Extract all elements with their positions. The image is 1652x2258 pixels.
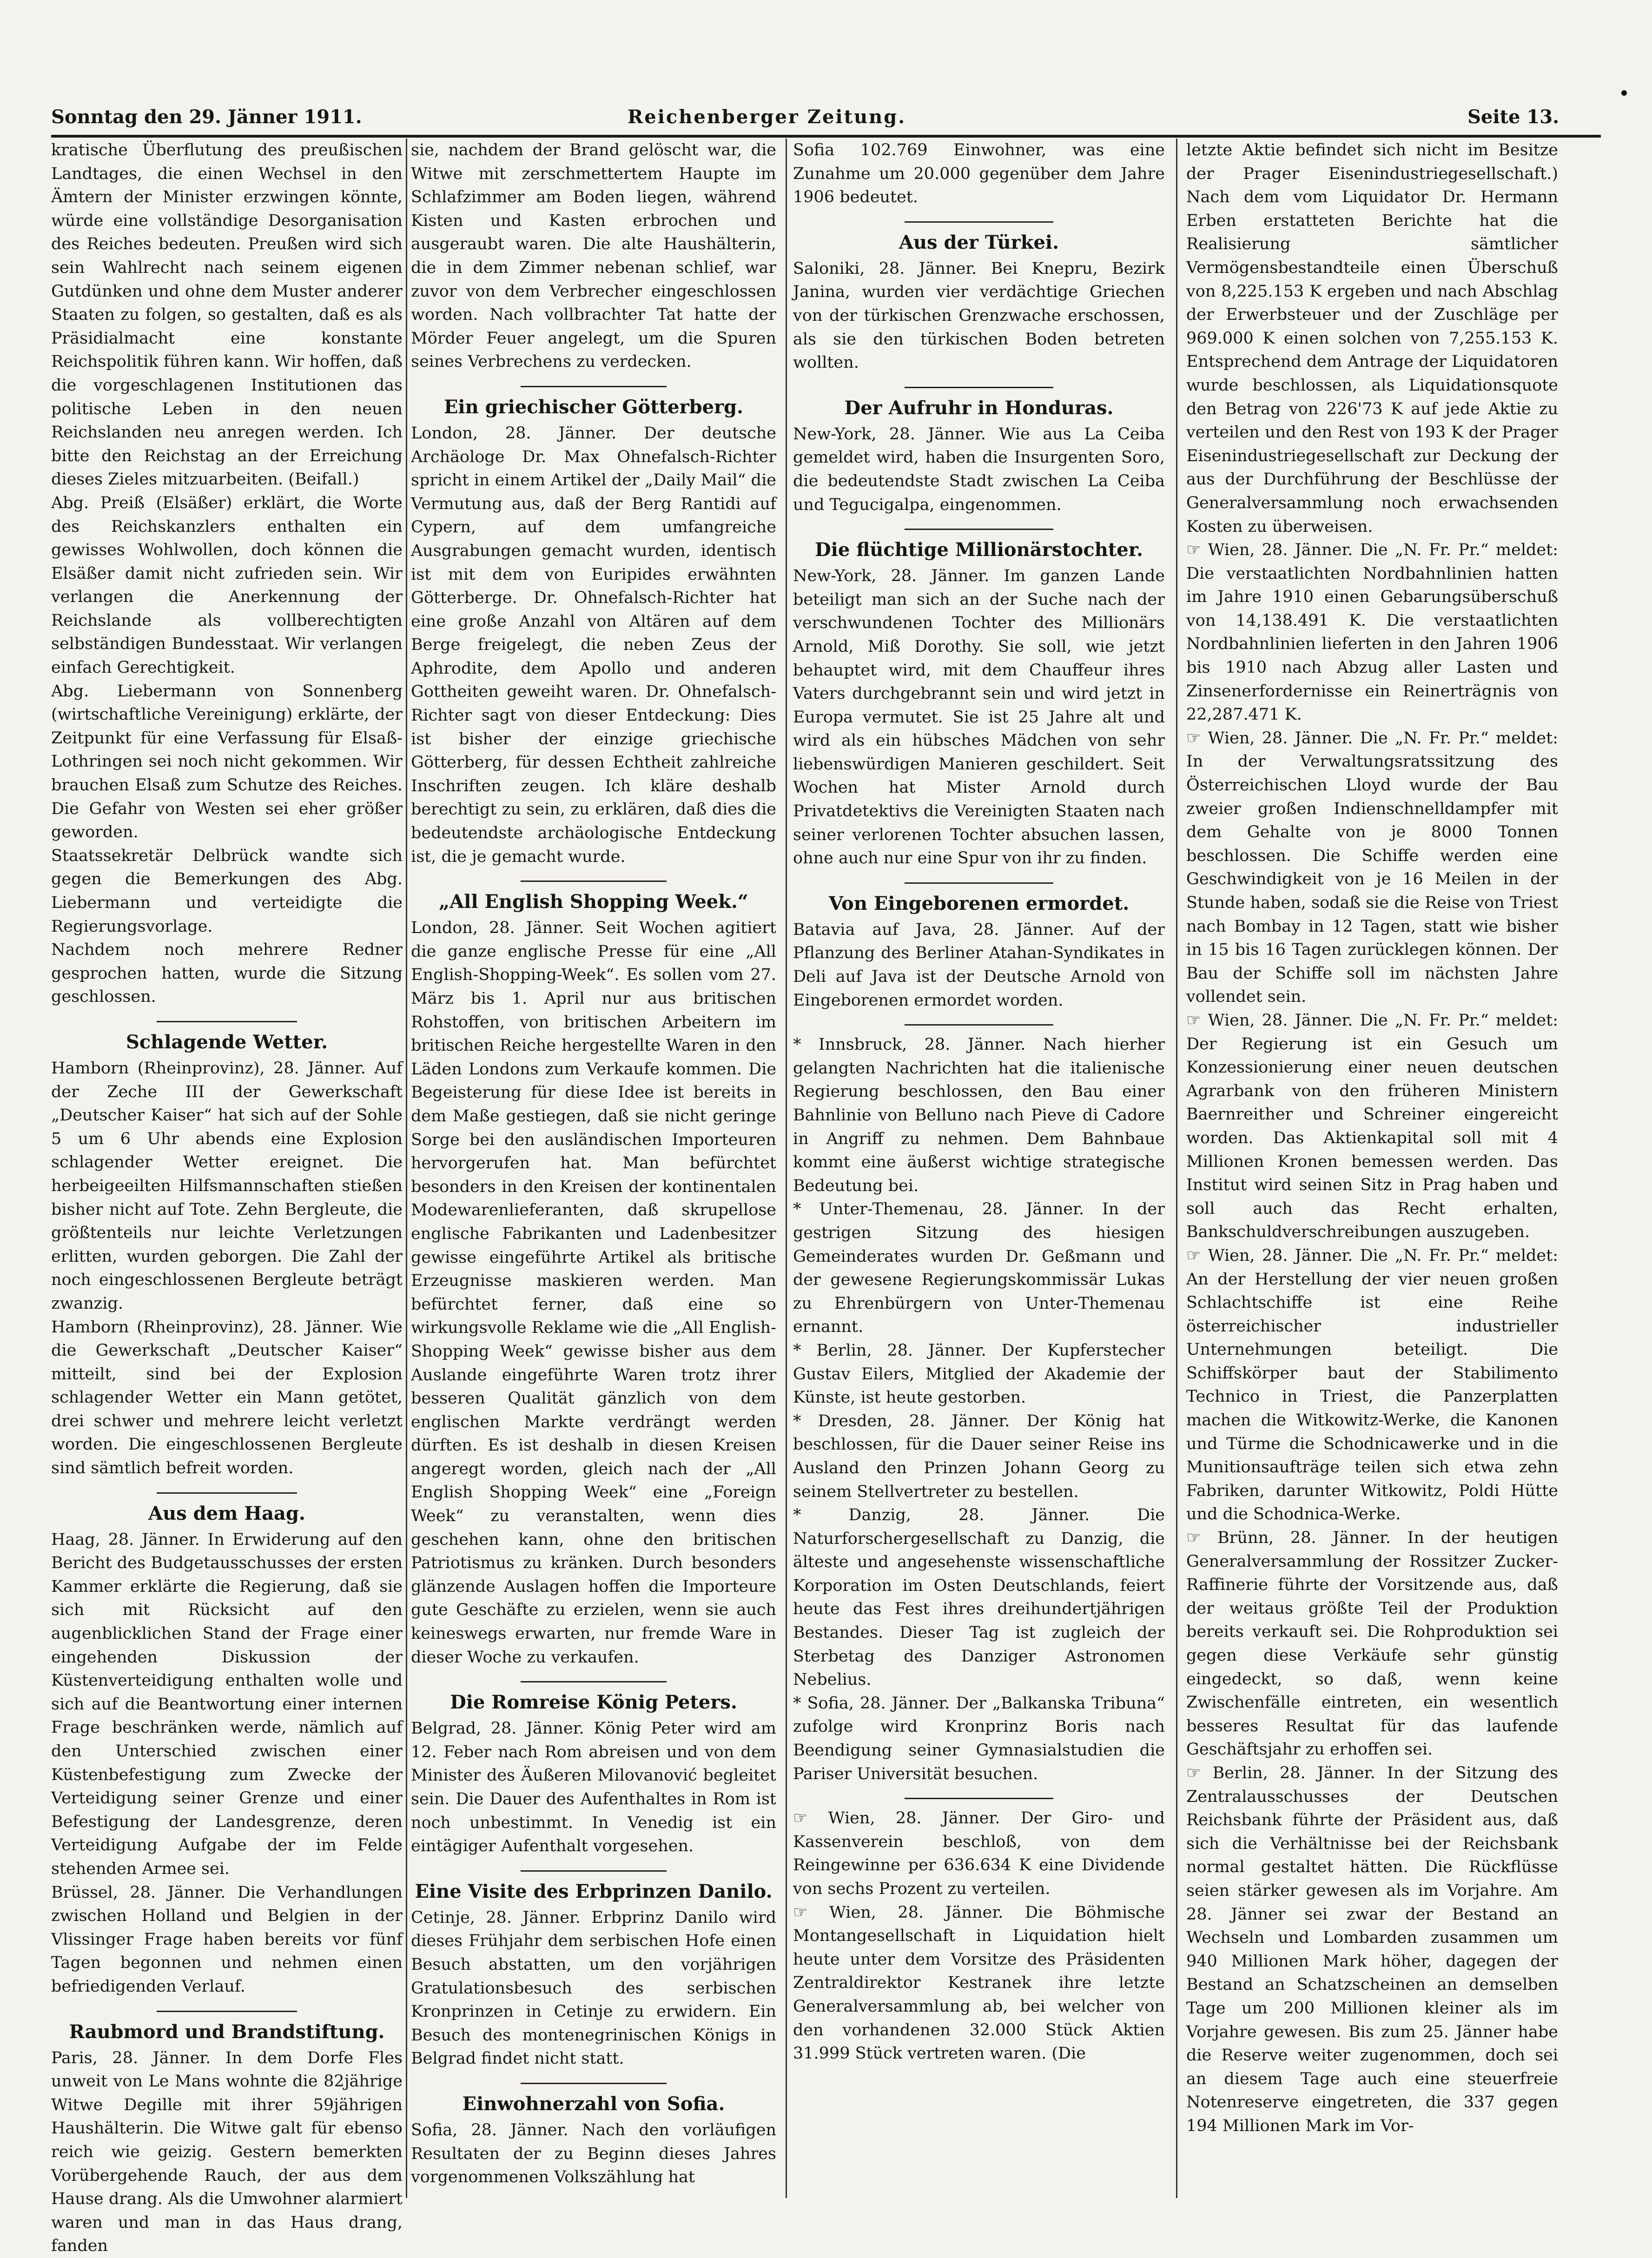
article-headline: Der Aufruhr in Honduras. <box>844 397 1114 419</box>
article-paragraph: New-York, 28. Jänner. Wie aus La Ceiba gemeldet wird, haben die Insurgenten Soro, die bedeutendste Stadt zwischen La Ceiba und Tegucigalpa, eingenommen. <box>793 424 1165 514</box>
article-separator <box>905 1798 1053 1799</box>
news-brief: ☞ Wien, 28. Jänner. Die „N. Fr. Pr.“ meldet: Die verstaatlichten Nordbahnlinien hatten im Jahre 1910 einen Gebarungsüberschuß von 14,138.491 K. Die verstaatlichten Nordbahnlinien lieferten in den Jahren 1906 bis 1910 nach Abzug aller Lasten und Zinsenerfordernisse ein Reinerträgnis von 22,287.471 K. <box>1186 541 1558 724</box>
column-divider <box>1176 139 1177 2198</box>
article-paragraph: Haag, 28. Jänner. In Erwiderung auf den Bericht des Budgetausschusses der ersten Kammer erklärte die Regierung, daß sie sich mit Rücksicht auf den augenblicklichen Stand der Frage einer eingehenden Diskussion der Küstenverteidigung enthalten wolle und sich auf die Beantwortung einer internen Frage beschränken werde, nämlich auf den Unterschied zwischen einer Küstenbefestigung zum Zwecke der Verteidigung seiner Grenze und einer Befestigung der Landesgrenze, deren Verteidigung Aufgabe der im Felde stehenden Armee sei. <box>51 1530 403 1878</box>
article-paragraph: Hamborn (Rheinprovinz), 28. Jänner. Wie die Gewerkschaft „Deutscher Kaiser“ mitteilt, sind bei der Explosion schlagender Wetter ein Mann getötet, drei schwer und mehrere leicht verletzt worden. Die eingeschlossenen Bergleute sind sämtlich befreit worden. <box>51 1318 403 1478</box>
header-title: Reichenberger Zeitung. <box>628 106 906 128</box>
article-paragraph: Abg. Liebermann von Sonnenberg (wirtschaftliche Vereinigung) erklärte, der Zeitpunkt für eine Verfassung für Elsaß-Lothringen sei noch nicht gekommen. Wir brauchen Elsaß zum Schutze des Reiches. Die Gefahr von Westen sei eher größer geworden. <box>51 682 403 842</box>
news-brief: ☞ Berlin, 28. Jänner. In der Sitzung des Zentralausschusses der Deutschen Reichsbank führte der Präsident aus, daß sich die Verhältnisse bei der Reichsbank normal gestaltet hätten. Die Rückflüsse seien stärker gewesen als im Vorjahre. Am 28. Jänner sei zwar der Bestand an Wechseln und Lombarden zusammen um 940 Millionen Mark höher, dagegen der Bestand an Schatzscheinen an demselben Tage um 200 Millionen kleiner als im Vorjahre gewesen. Bis zum 25. Jänner habe die Reserve weiter zugenommen, doch sei an diesem Tage auch eine steuerfreie Notenreserve eingetreten, die 337 gegen 194 Millionen Mark im Vor- <box>1186 1763 1558 2135</box>
article-separator <box>905 529 1053 530</box>
article-headline: Einwohnerzahl von Sofia. <box>462 2092 725 2115</box>
page-header <box>51 106 1559 134</box>
article-separator <box>905 221 1053 223</box>
news-brief: ☞ Wien, 28. Jänner. Die Böhmische Montangesellschaft in Liquidation hielt heute unter dem Vorsitze des Präsidenten Zentraldirektor Kestranek ihre letzte Generalversammlung ab, bei welcher von den vorhandenen 32.000 Stück Aktien 31.999 Stück vertreten waren. (Die <box>793 1903 1165 2063</box>
header-date: Sonntag den 29. Jänner 1911. <box>51 106 362 128</box>
news-brief: * Berlin, 28. Jänner. Der Kupferstecher Gustav Eilers, Mitglied der Akademie der Künste, ist heute gestorben. <box>793 1341 1165 1407</box>
news-brief: ☞ Brünn, 28. Jänner. In der heutigen Generalversammlung der Rossitzer Zucker-Raffinerie führte der Vorsitzende aus, daß der weitaus größte Teil der Produktion bereits verkauft sei. Die Rohproduktion sei gegen diese Verkäufe sehr günstig eingedeckt, so daß, wenn keine Zwischenfälle eintreten, ein wesentlich besseres Resultat für das laufende Geschäftsjahr zu erhoffen sei. <box>1186 1529 1558 1759</box>
article-headline: Aus der Türkei. <box>899 231 1059 253</box>
article-separator <box>905 882 1053 884</box>
news-brief: ☞ Wien, 28. Jänner. Der Giro- und Kassenverein beschloß, von dem Reingewinne per 636.634 K eine Dividende von sechs Prozent zu verteilen. <box>793 1809 1165 1898</box>
article-headline: „All English Shopping Week.“ <box>439 891 748 913</box>
article-paragraph: Sofia 102.769 Einwohner, was eine Zunahme um 20.000 gegenüber dem Jahre 1906 bedeutet. <box>793 141 1165 207</box>
news-brief: * Innsbruck, 28. Jänner. Nach hierher gelangten Nachrichten hat die italienische Regierung beschlossen, den Bau einer Bahnlinie von Belluno nach Pieve di Cadore in Angriff zu nehmen. Dem Bahnbaue kommt eine äußerst wichtige strategische Bedeutung bei. <box>793 1035 1165 1195</box>
news-brief: * Sofia, 28. Jänner. Der „Balkanska Tribuna“ zufolge wird Kronprinz Boris nach Beendigung seiner Gymnasialstudien die Pariser Universität besuchen. <box>793 1694 1165 1783</box>
article-paragraph: Staatssekretär Delbrück wandte sich gegen die Bemerkungen des Abg. Liebermann und verteidigte die Regierungsvorlage. <box>51 846 403 936</box>
column-2 <box>411 139 776 2198</box>
column-divider <box>406 139 407 2198</box>
article-paragraph: Nachdem noch mehrere Redner gesprochen hatten, wurde die Sitzung geschlossen. <box>51 940 403 1006</box>
article-separator <box>521 386 667 387</box>
article-paragraph: kratische Überflutung des preußischen Landtages, die einen Wechsel in den Ämtern der Minister erzwingen könnte, würde eine vollständige Desorganisation des Reiches bedeuten. Preußen wird sich sein Wahlrecht nach seinem eigenen Gutdünken und ohne dem Muster anderer Staaten zu folgen, so gestalten, daß es als Präsidialmacht eine konstante Reichspolitik führen kann. Wir hoffen, daß die vorgeschlagenen Institutionen das politische Leben in den neuen Reichslanden neu anregen werden. Ich bitte den Reichstag an der Erreichung dieses Zieles mitzuarbeiten. (Beifall.) <box>51 141 403 489</box>
article-paragraph: Brüssel, 28. Jänner. Die Verhandlungen zwischen Holland und Belgien in der Vlissinger Frage haben bereits vor fünf Tagen begonnen und nehmen einen befriedigenden Verlauf. <box>51 1883 403 1996</box>
article-paragraph: New-York, 28. Jänner. Im ganzen Lande beteiligt man sich an der Suche nach der verschwundenen Tochter des Millionärs Arnold, Miß Dorothy. Sie soll, wie jetzt behauptet wird, mit dem Chauffeur ihres Vaters durchgebrannt sein und wird jetzt in Europa vermutet. Sie ist 25 Jahre alt und wird als ein hübsches Mädchen von sehr liebenswürdigen Manieren geschildert. Seit Wochen hat Mister Arnold durch Privatdetektivs die Vereinigten Staaten nach seiner verlorenen Tochter absuchen lassen, ohne auch nur eine Spur von ihr zu finden. <box>793 567 1165 868</box>
article-headline: Raubmord und Brandstiftung. <box>69 2020 385 2043</box>
article-separator <box>157 1021 297 1022</box>
article-separator <box>521 1870 667 1872</box>
article-headline: Schlagende Wetter. <box>126 1031 328 1053</box>
column-3 <box>793 139 1165 2198</box>
article-separator <box>521 881 667 882</box>
news-brief: ☞ Wien, 28. Jänner. Die „N. Fr. Pr.“ meldet: Der Regierung ist ein Gesuch um Konzessionierung einer neuen deutschen Agrarbank von den früheren Ministern Baernreither und Schreiner eingereicht worden. Das Aktienkapital soll mit 4 Millionen Kronen bemessen werden. Das Institut wird seinen Sitz in Prag haben und soll auch das Recht erhalten, Bankschuldverschreibungen auszugeben. <box>1186 1011 1558 1242</box>
article-headline: Von Eingeborenen ermordet. <box>828 892 1130 914</box>
news-brief: * Dresden, 28. Jänner. Der König hat beschlossen, für die Dauer seiner Reise ins Ausland den Prinzen Johann Georg zu seinem Stellvertreter zu bestellen. <box>793 1411 1165 1501</box>
article-headline: Eine Visite des Erbprinzen Danilo. <box>415 1880 773 1902</box>
article-paragraph: Belgrad, 28. Jänner. König Peter wird am 12. Feber nach Rom abreisen und von dem Minister des Äußeren Milovanović begleitet sein. Die Dauer des Aufenthaltes in Rom ist noch unbestimmt. In Venedig ist ein eintägiger Aufenthalt vorgesehen. <box>411 1719 776 1856</box>
article-headline: Ein griechischer Götterberg. <box>443 396 744 418</box>
article-separator <box>521 1681 667 1682</box>
ink-dot <box>1621 90 1627 96</box>
article-separator <box>157 2011 297 2012</box>
article-paragraph: Abg. Preiß (Elsäßer) erklärt, die Worte des Reichskanzlers enthalten ein gewisses Wohlwollen, doch können die Elsäßer damit nicht zufrieden sein. Wir verlangen die Anerkennung der Reichslande als vollberechtigten selbständigen Bundesstaat. Wir verlangen einfach Gerechtigkeit. <box>51 493 403 677</box>
article-separator <box>905 387 1053 388</box>
column-1 <box>51 139 403 2256</box>
header-page-number: Seite 13. <box>1467 106 1559 128</box>
article-paragraph: Hamborn (Rheinprovinz), 28. Jänner. Auf der Zeche III der Gewerkschaft „Deutscher Kaiser“ hat sich auf der Sohle 5 um 6 Uhr abends eine Explosion schlagender Wetter ereignet. Die herbeigeeilten Hilfsmannschaften stießen bisher nicht auf Tote. Zehn Bergleute, die größtenteils nur leichte Verletzungen erlitten, wurden geborgen. Die Zahl der noch eingeschlossenen Bergleute beträgt zwanzig. <box>51 1059 403 1313</box>
article-paragraph: Cetinje, 28. Jänner. Erbprinz Danilo wird dieses Frühjahr dem serbischen Hofe einen Besuch abstatten, um den vorjährigen Gratulationsbesuch des serbischen Kronprinzen in Cetinje zu erwidern. Ein Besuch des montenegrinischen Königs in Belgrad findet nicht statt. <box>411 1908 776 2068</box>
news-brief: letzte Aktie befindet sich nicht im Besitze der Prager Eisenindustriegesellschaft.) Nach dem vom Liquidator Dr. Hermann Erben erstatteten Berichte hat die Realisierung sämtlicher Vermögensbestandteile einen Überschuß von 8,225.153 K ergeben und nach Abschlag der Erwerbsteuer und der Zuschläge per 969.000 K einen solchen von 7,255.153 K. Entsprechend dem Antrage der Liquidatoren wurde beschlossen, als Liquidationsquote den Betrag von 226'73 K auf jede Aktie zu verteilen und den Rest von 193 K der Prager Eisenindustriegesellschaft zur Deckung der aus der Durchführung der Beschlüsse der Generalversammlung noch erwachsenden Kosten zu überweisen. <box>1186 141 1558 536</box>
column-4 <box>1186 139 1558 2198</box>
news-brief: ☞ Wien, 28. Jänner. Die „N. Fr. Pr.“ meldet: In der Verwaltungsratssitzung des Österreichischen Lloyd wurde der Bau zweier großen Indienschnelldampfer mit dem Gehalte von je 8000 Tonnen beschlossen. Die Schiffe werden eine Geschwindigkeit von je 16 Meilen in der Stunde haben, sodaß sie die Reise von Triest nach Bombay in 12 Tagen, statt wie bisher in 15 bis 16 Tagen zurücklegen können. Der Bau der Schiffe soll im nächsten Jahre vollendet sein. <box>1186 728 1558 1006</box>
article-paragraph: London, 28. Jänner. Der deutsche Archäologe Dr. Max Ohnefalsch-Richter spricht in einem Artikel der „Daily Mail“ die Vermutung aus, daß der Berg Rantidi auf Cypern, auf dem umfangreiche Ausgrabungen gemacht wurden, identisch ist mit dem von Euripides erwähnten Götterberge. Dr. Ohnefalsch-Richter hat eine große Anzahl von Altären auf dem Berge freigelegt, die neben Zeus der Aphrodite, dem Apollo und anderen Gottheiten geweiht waren. Dr. Ohnefalsch-Richter sagt von dieser Entdeckung: Dies ist bisher der einzige griechische Götterberg, für dessen Echtheit zahlreiche Inschriften zeugen. Ich kläre deshalb berechtigt zu sein, zu erklären, daß dies die bedeutendste archäologische Entdeckung ist, die je gemacht wurde. <box>411 424 776 866</box>
article-headline: Die flüchtige Millionärstochter. <box>814 539 1143 561</box>
header-rule <box>51 135 1601 138</box>
article-paragraph: Sofia, 28. Jänner. Nach den vorläufigen Resultaten der zu Beginn dieses Jahres vorgenommenen Volkszählung hat <box>411 2120 776 2187</box>
article-paragraph: Paris, 28. Jänner. In dem Dorfe Fles unweit von Le Mans wohnte die 82jährige Witwe Degille mit ihrer 59jährigen Haushälterin. Die Witwe galt für ebenso reich wie geizig. Gestern bemerkten Vorübergehende Rauch, der aus dem Hause drang. Als die Umwohner alarmiert waren und man in das Haus drang, fanden <box>51 2048 403 2256</box>
article-paragraph: Batavia auf Java, 28. Jänner. Auf der Pflanzung des Berliner Atahan-Syndikates in Deli auf Java ist der Deutsche Arnold von Eingeborenen ermordet worden. <box>793 920 1165 1010</box>
article-separator <box>521 2083 667 2084</box>
article-headline: Die Romreise König Peters. <box>450 1691 737 1714</box>
article-separator <box>905 1024 1053 1026</box>
column-divider <box>786 139 787 2198</box>
article-paragraph: sie, nachdem der Brand gelöscht war, die Witwe mit zerschmettertem Haupte im Schlafzimmer am Boden liegen, während Kisten und Kasten erbrochen und ausgeraubt waren. Die alte Haushälterin, die in dem Zimmer nebenan schlief, war zuvor von dem Verbrecher eingeschlossen worden. Nach vollbrachter Tat hatte der Mörder Feuer angelegt, um die Spuren seines Verbrechens zu verdecken. <box>411 141 776 371</box>
article-separator <box>157 1492 297 1494</box>
news-brief: ☞ Wien, 28. Jänner. Die „N. Fr. Pr.“ meldet: An der Herstellung der vier neuen großen Schlachtschiffe ist eine Reihe österreichischer industrieller Unternehmungen beteiligt. Die Schiffskörper baut der Stabilimento Technico in Triest, die Panzerplatten machen die Witkowitz-Werke, die Kanonen und Türme die Schodnicawerke und in die Munitionsaufträge teilen sich etwa zehn Fabriken, darunter Witkowitz, Poldi Hütte und die Schodnica-Werke. <box>1186 1246 1558 1524</box>
news-brief: * Unter-Themenau, 28. Jänner. In der gestrigen Sitzung des hiesigen Gemeinderates wurden Dr. Geßmann und der gewesene Regierungskommissär Lukas zu Ehrenbürgern von Unter-Themenau ernannt. <box>793 1200 1165 1337</box>
news-brief: * Danzig, 28. Jänner. Die Naturforschergesellschaft zu Danzig, die älteste und angesehenste wissenschaftliche Korporation im Osten Deutschlands, feiert heute das Fest ihres dreihundertjährigen Bestandes. Dieser Tag ist zugleich der Sterbetag des Danziger Astronomen Nebelius. <box>793 1506 1165 1689</box>
article-headline: Aus dem Haag. <box>148 1502 305 1524</box>
article-paragraph: London, 28. Jänner. Seit Wochen agitiert die ganze englische Presse für eine „All English-Shopping-Week“. Es sollen vom 27. März bis 1. April nur aus britischen Rohstoffen, von britischen Arbeitern im britischen Reiche hergestellte Waren in den Läden Londons zum Verkaufe kommen. Die Begeisterung für diese Idee ist bereits in dem Maße gestiegen, daß sie nicht geringe Sorge bei den ausländischen Importeuren hervorgerufen hat. Man befürchtet besonders in den Kreisen der kontinentalen Modewarenlieferanten, daß skrupellose englische Fabrikanten und Ladenbesitzer gewisse eingeführte Artikel als britische Erzeugnisse maskieren werden. Man befürchtet ferner, daß eine so wirkungsvolle Reklame wie die „All English-Shopping Week“ gewisse bisher aus dem Auslande eingeführte Waren trotz ihrer besseren Qualität gänzlich von dem englischen Markte verdrängt werden dürften. Es ist deshalb in diesen Kreisen angeregt worden, gleich nach der „All English Shopping Week“ eine „Foreign Week“ zu veranstalten, wenn dies geschehen kann, ohne den britischen Patriotismus zu kränken. Durch besonders glänzende Auslagen hoffen die Importeure gute Geschäfte zu erzielen, wenn sie auch keineswegs erwarten, nur fremde Ware in dieser Woche zu verkaufen. <box>411 919 776 1667</box>
article-paragraph: Saloniki, 28. Jänner. Bei Knepru, Bezirk Janina, wurden vier verdächtige Griechen von der türkischen Grenzwache erschossen, als sie den türkischen Boden betreten wollten. <box>793 259 1165 372</box>
